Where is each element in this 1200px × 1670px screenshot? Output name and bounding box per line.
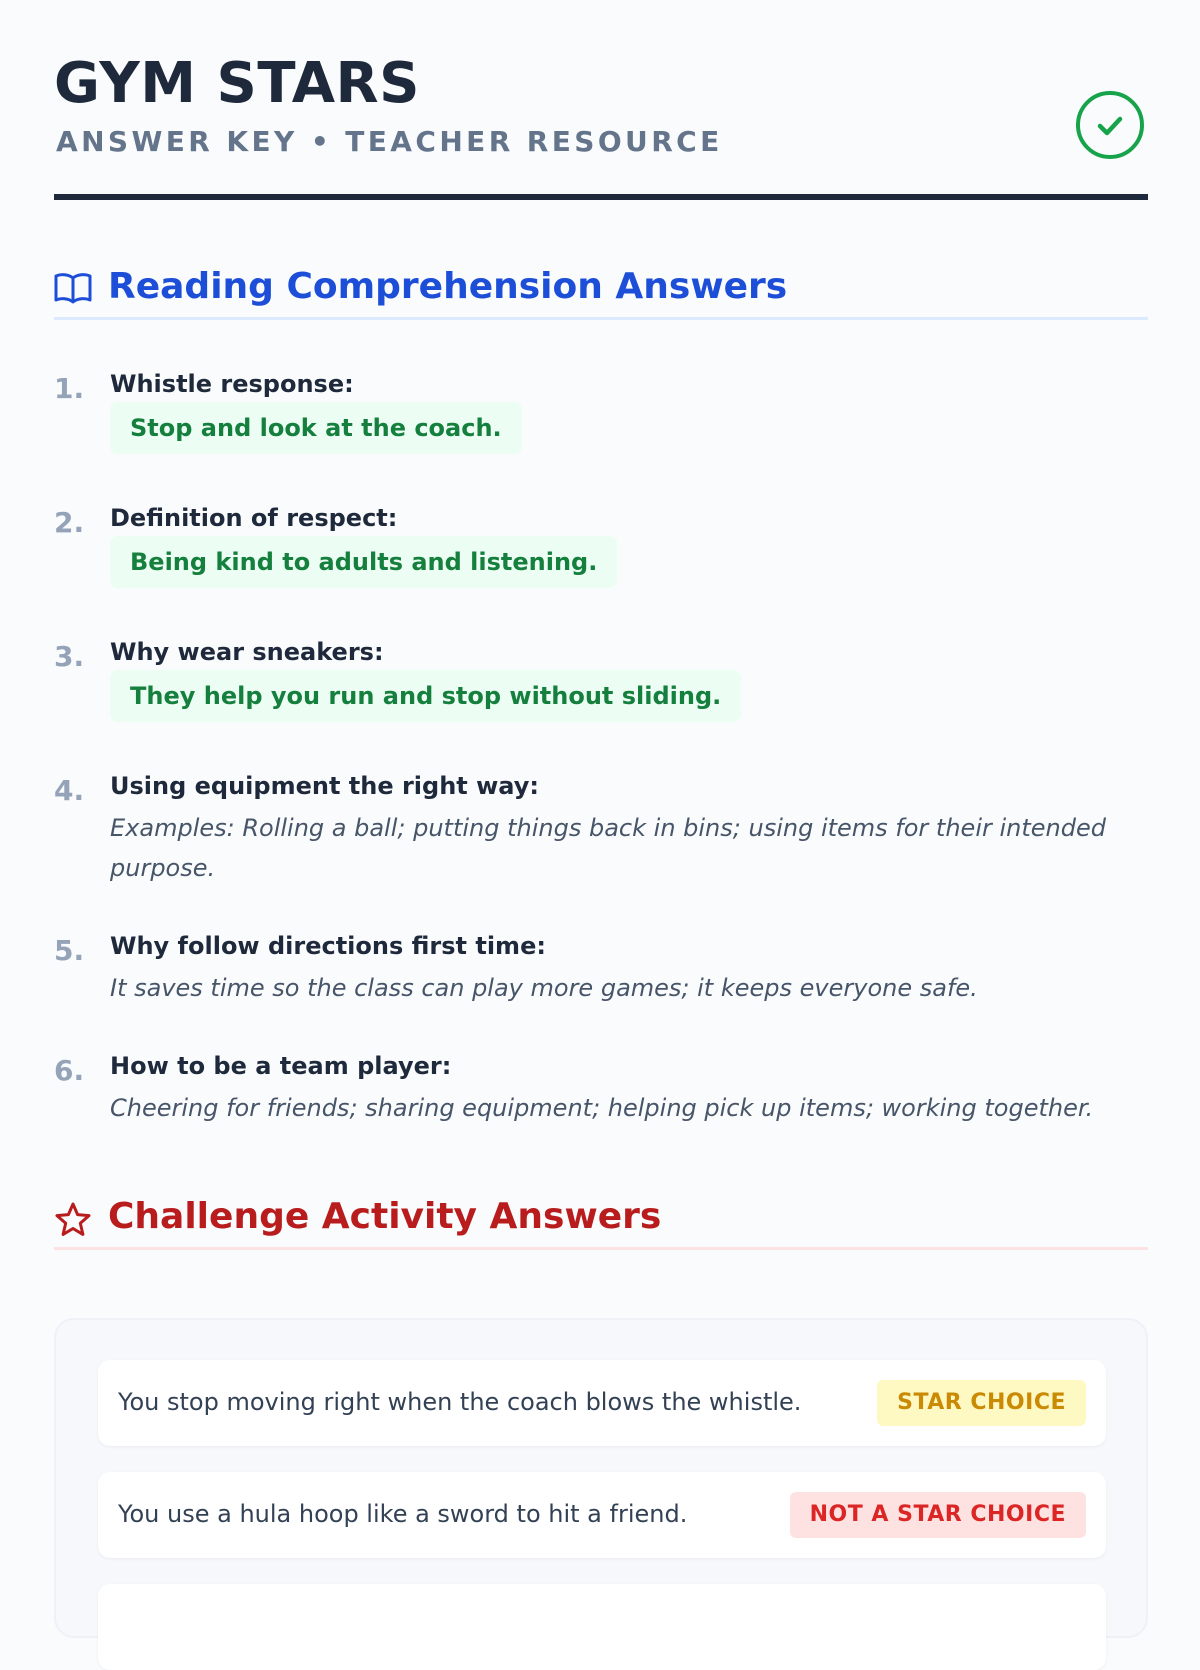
challenge-card: [54, 1318, 1148, 1638]
question-number: 6.: [54, 1054, 85, 1087]
question-label: Definition of respect:: [110, 504, 398, 532]
question-label: How to be a team player:: [110, 1052, 452, 1080]
answer-pill: They help you run and stop without sliding.: [110, 670, 741, 722]
question-number: 4.: [54, 774, 85, 807]
answer-text: Cheering for friends; sharing equipment; helping pick up items; working together.: [110, 1094, 1094, 1122]
check-circle-icon: [1076, 91, 1144, 159]
challenge-section-title: Challenge Activity Answers: [108, 1196, 662, 1237]
answer-text: It saves time so the class can play more games; it keeps everyone safe.: [110, 974, 978, 1002]
question-label: Using equipment the right way:: [110, 772, 539, 800]
answer-key-page: [54, 0, 1148, 1528]
question-label: Whistle response:: [110, 370, 354, 398]
challenge-section-header: [54, 1180, 1148, 1250]
star-choice-badge: STAR CHOICE: [877, 1380, 1086, 1426]
question-number: 3.: [54, 640, 85, 673]
reading-section-header: [54, 250, 1148, 320]
question-number: 5.: [54, 934, 85, 967]
question-label: Why wear sneakers:: [110, 638, 384, 666]
page-subtitle: ANSWER KEY • TEACHER RESOURCE: [56, 125, 723, 158]
challenge-row: [98, 1360, 1106, 1446]
reading-section-title: Reading Comprehension Answers: [108, 266, 788, 307]
answer-text: Examples: Rolling a ball; putting things back in bins; using items for their intended purpose.: [110, 814, 1106, 882]
page-header: [54, 0, 1148, 200]
answer-pill: Stop and look at the coach.: [110, 402, 522, 454]
challenge-row: [98, 1472, 1106, 1558]
answer-pill: Being kind to adults and listening.: [110, 536, 617, 588]
star-icon: [54, 1202, 92, 1242]
challenge-statement: You stop moving right when the coach blows the whistle.: [118, 1388, 802, 1416]
question-number: 1.: [54, 372, 85, 405]
challenge-row: [98, 1584, 1106, 1670]
question-number: 2.: [54, 506, 85, 539]
page-title: GYM STARS: [54, 51, 420, 116]
book-open-icon: [54, 272, 92, 308]
challenge-statement: You use a hula hoop like a sword to hit a friend.: [118, 1500, 688, 1528]
question-label: Why follow directions first time:: [110, 932, 546, 960]
not-star-choice-badge: NOT A STAR CHOICE: [790, 1492, 1086, 1538]
